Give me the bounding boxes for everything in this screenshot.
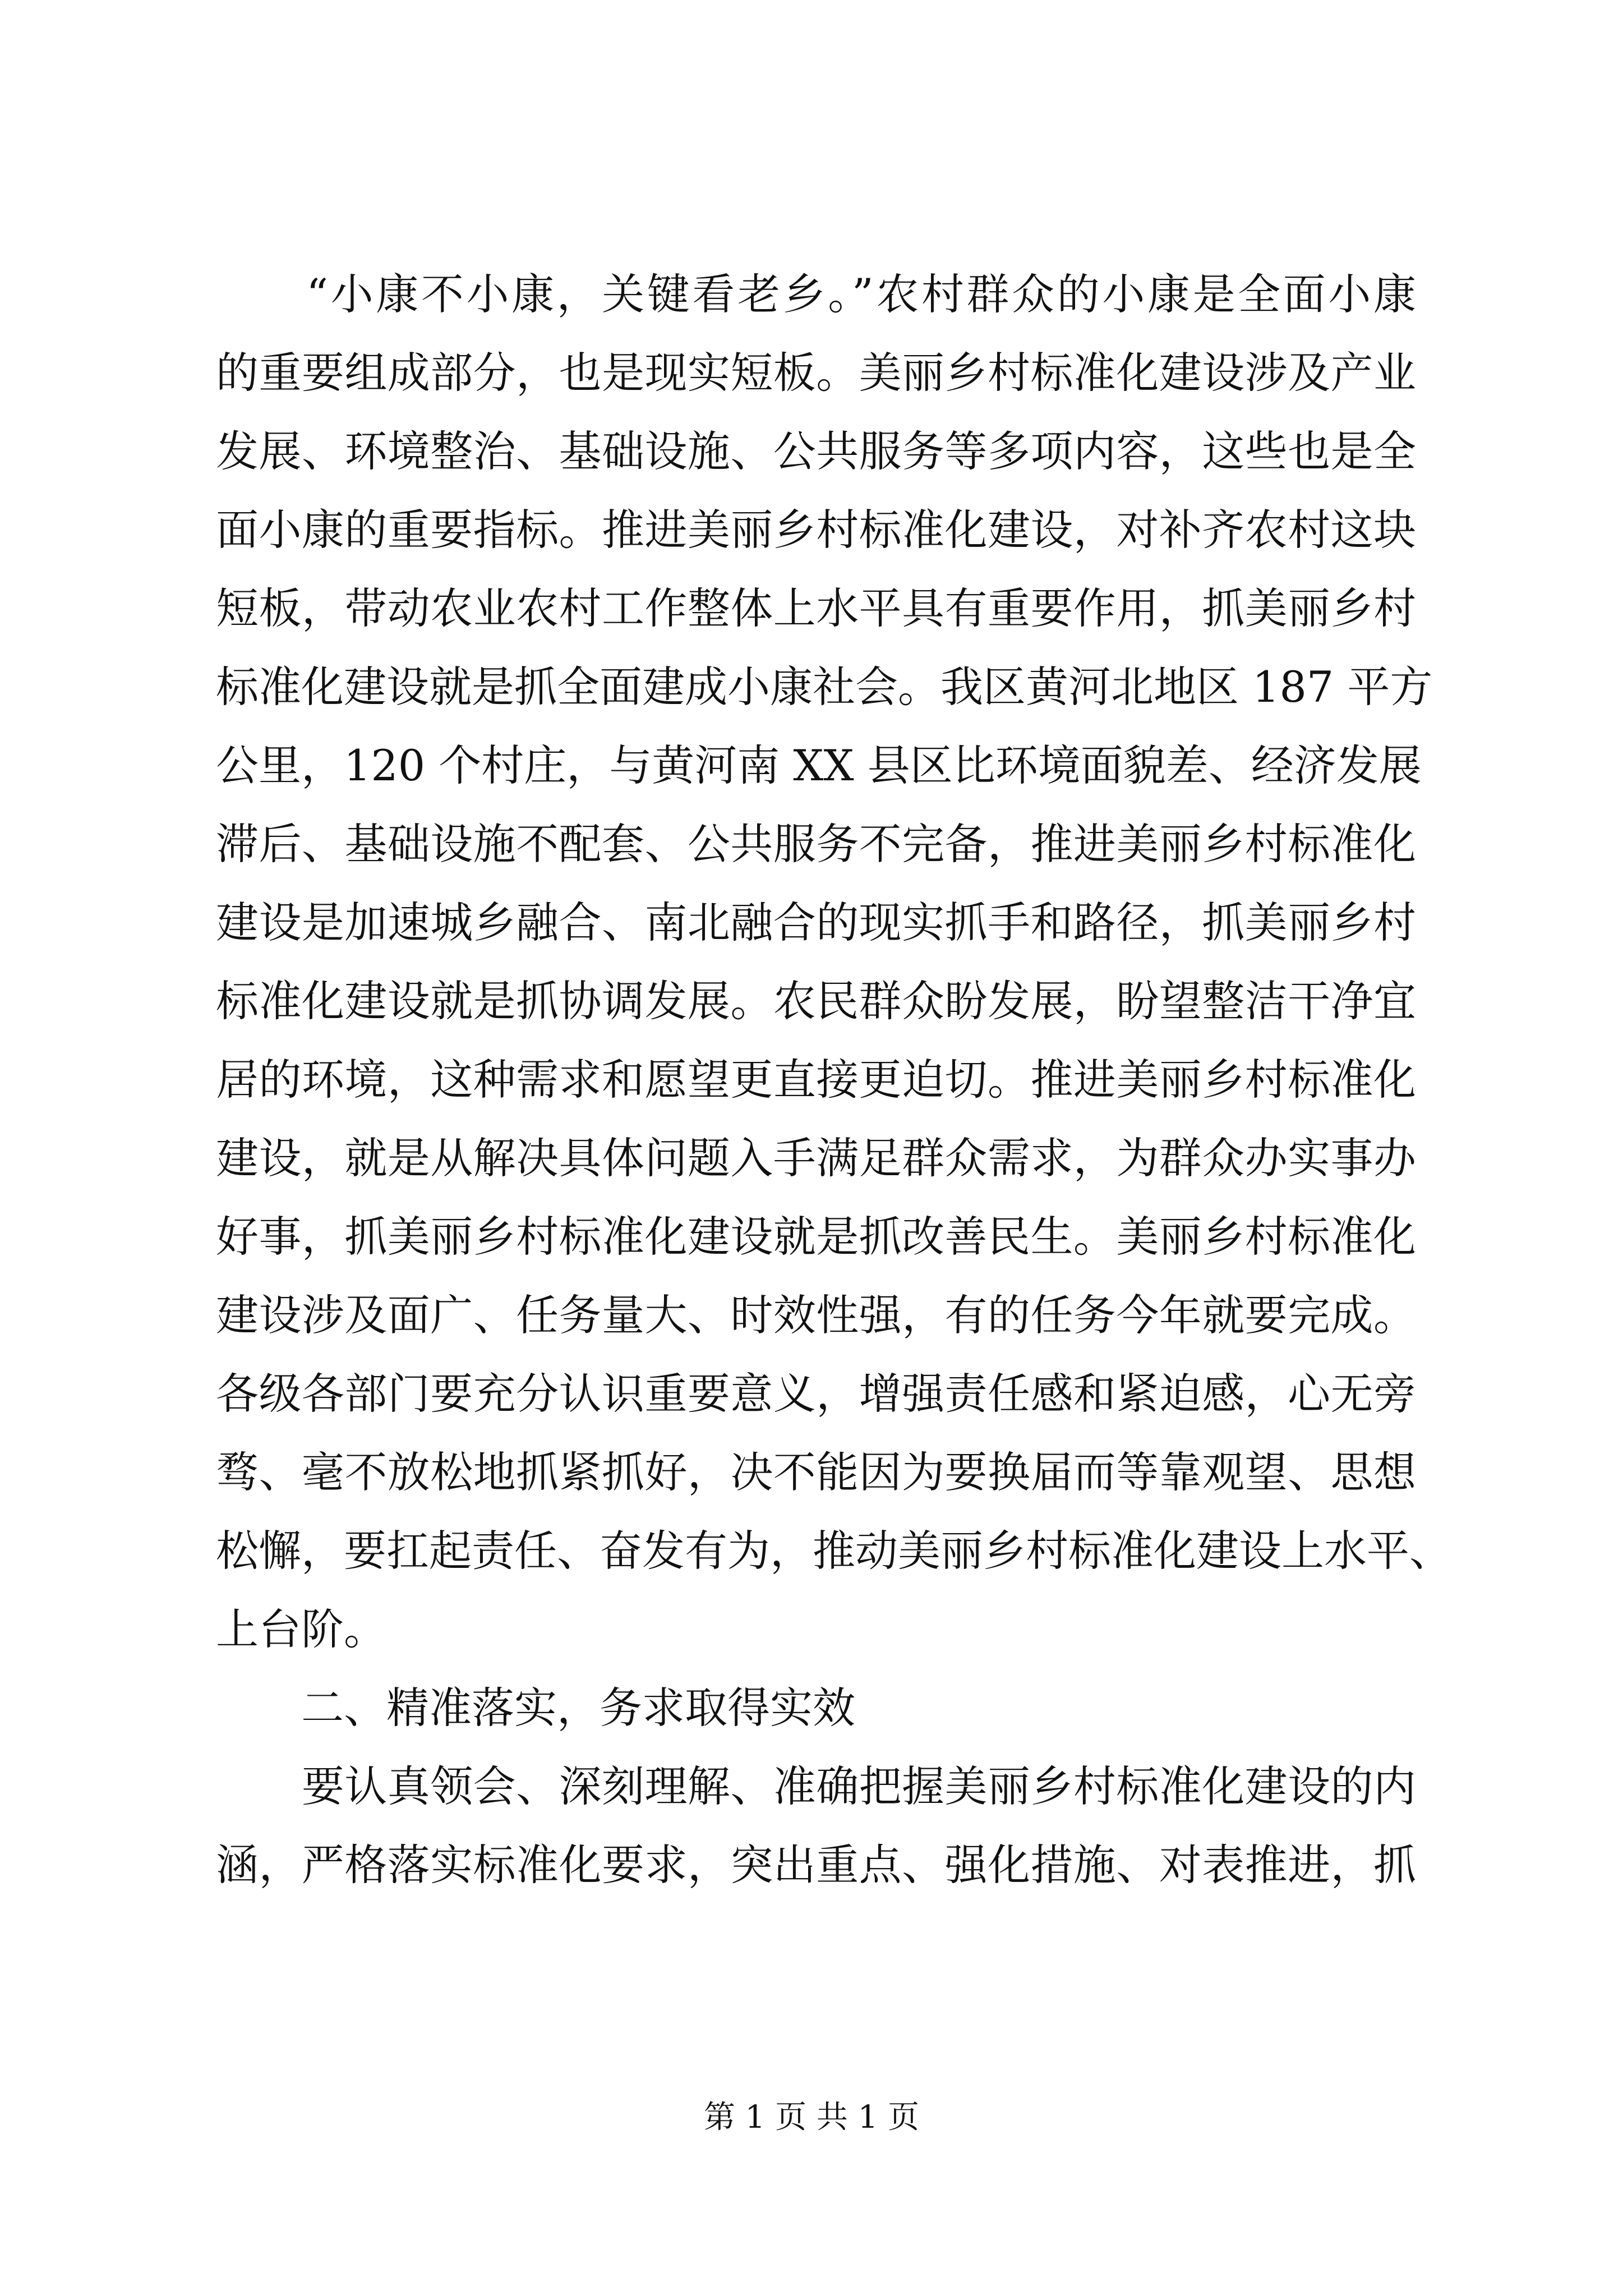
text-line-21: 涵，严格落实标准化要求，突出重点、强化措施、对表推进，抓 bbox=[216, 1840, 1416, 1890]
text-line-9: 建设是加速城乡融合、南北融合的现实抓手和路径，抓美丽乡村 bbox=[216, 898, 1416, 947]
text-line-18: 上台阶。 bbox=[216, 1604, 386, 1654]
text-line-8: 滞后、基础设施不配套、公共服务不完备，推进美丽乡村标准化 bbox=[216, 819, 1416, 869]
text-line-16: 骛、毫不放松地抓紧抓好，决不能因为要换届而等靠观望、思想 bbox=[216, 1447, 1416, 1497]
text-line-5: 短板，带动农业农村工作整体上水平具有重要作用，抓美丽乡村 bbox=[216, 583, 1416, 633]
text-line-13: 好事，抓美丽乡村标准化建设就是抓改善民生。美丽乡村标准化 bbox=[216, 1212, 1416, 1262]
text-line-6: 标准化建设就是抓全面建成小康社会。我区黄河北地区 187 平方 bbox=[216, 662, 1433, 712]
text-line-10: 标准化建设就是抓协调发展。农民群众盼发展，盼望整洁干净宜 bbox=[216, 976, 1416, 1026]
document-body bbox=[216, 255, 1452, 1904]
text-line-17: 松懈，要扛起责任、奋发有为，推动美丽乡村标准化建设上水平、 bbox=[216, 1526, 1452, 1576]
text-line-4: 面小康的重要指标。推进美丽乡村标准化建设，对补齐农村这块 bbox=[216, 505, 1416, 555]
text-line-3: 发展、环境整治、基础设施、公共服务等多项内容，这些也是全 bbox=[216, 426, 1416, 476]
text-line-14: 建设涉及面广、任务量大、时效性强，有的任务今年就要完成。 bbox=[216, 1290, 1416, 1340]
text-line-12: 建设，就是从解决具体问题入手满足群众需求，为群众办实事办 bbox=[216, 1133, 1416, 1183]
text-line-2: 的重要组成部分，也是现实短板。美丽乡村标准化建设涉及产业 bbox=[216, 348, 1416, 398]
text-line-15: 各级各部门要充分认识重要意义，增强责任感和紧迫感，心无旁 bbox=[216, 1369, 1416, 1419]
text-line-7: 公里，120 个村庄，与黄河南 XX 县区比环境面貌差、经济发展 bbox=[216, 740, 1422, 790]
text-line-11: 居的环境，这种需求和愿望更直接更迫切。推进美丽乡村标准化 bbox=[216, 1055, 1416, 1105]
page-footer: 第 1 页 共 1 页 bbox=[703, 2099, 920, 2136]
text-line-1: “小康不小康，关键看老乡。”农村群众的小康是全面小康 bbox=[216, 269, 1416, 319]
section-heading: 二、精准落实，务求取得实效 bbox=[216, 1683, 855, 1733]
text-line-20: 要认真领会、深刻理解、准确把握美丽乡村标准化建设的内 bbox=[216, 1761, 1416, 1811]
